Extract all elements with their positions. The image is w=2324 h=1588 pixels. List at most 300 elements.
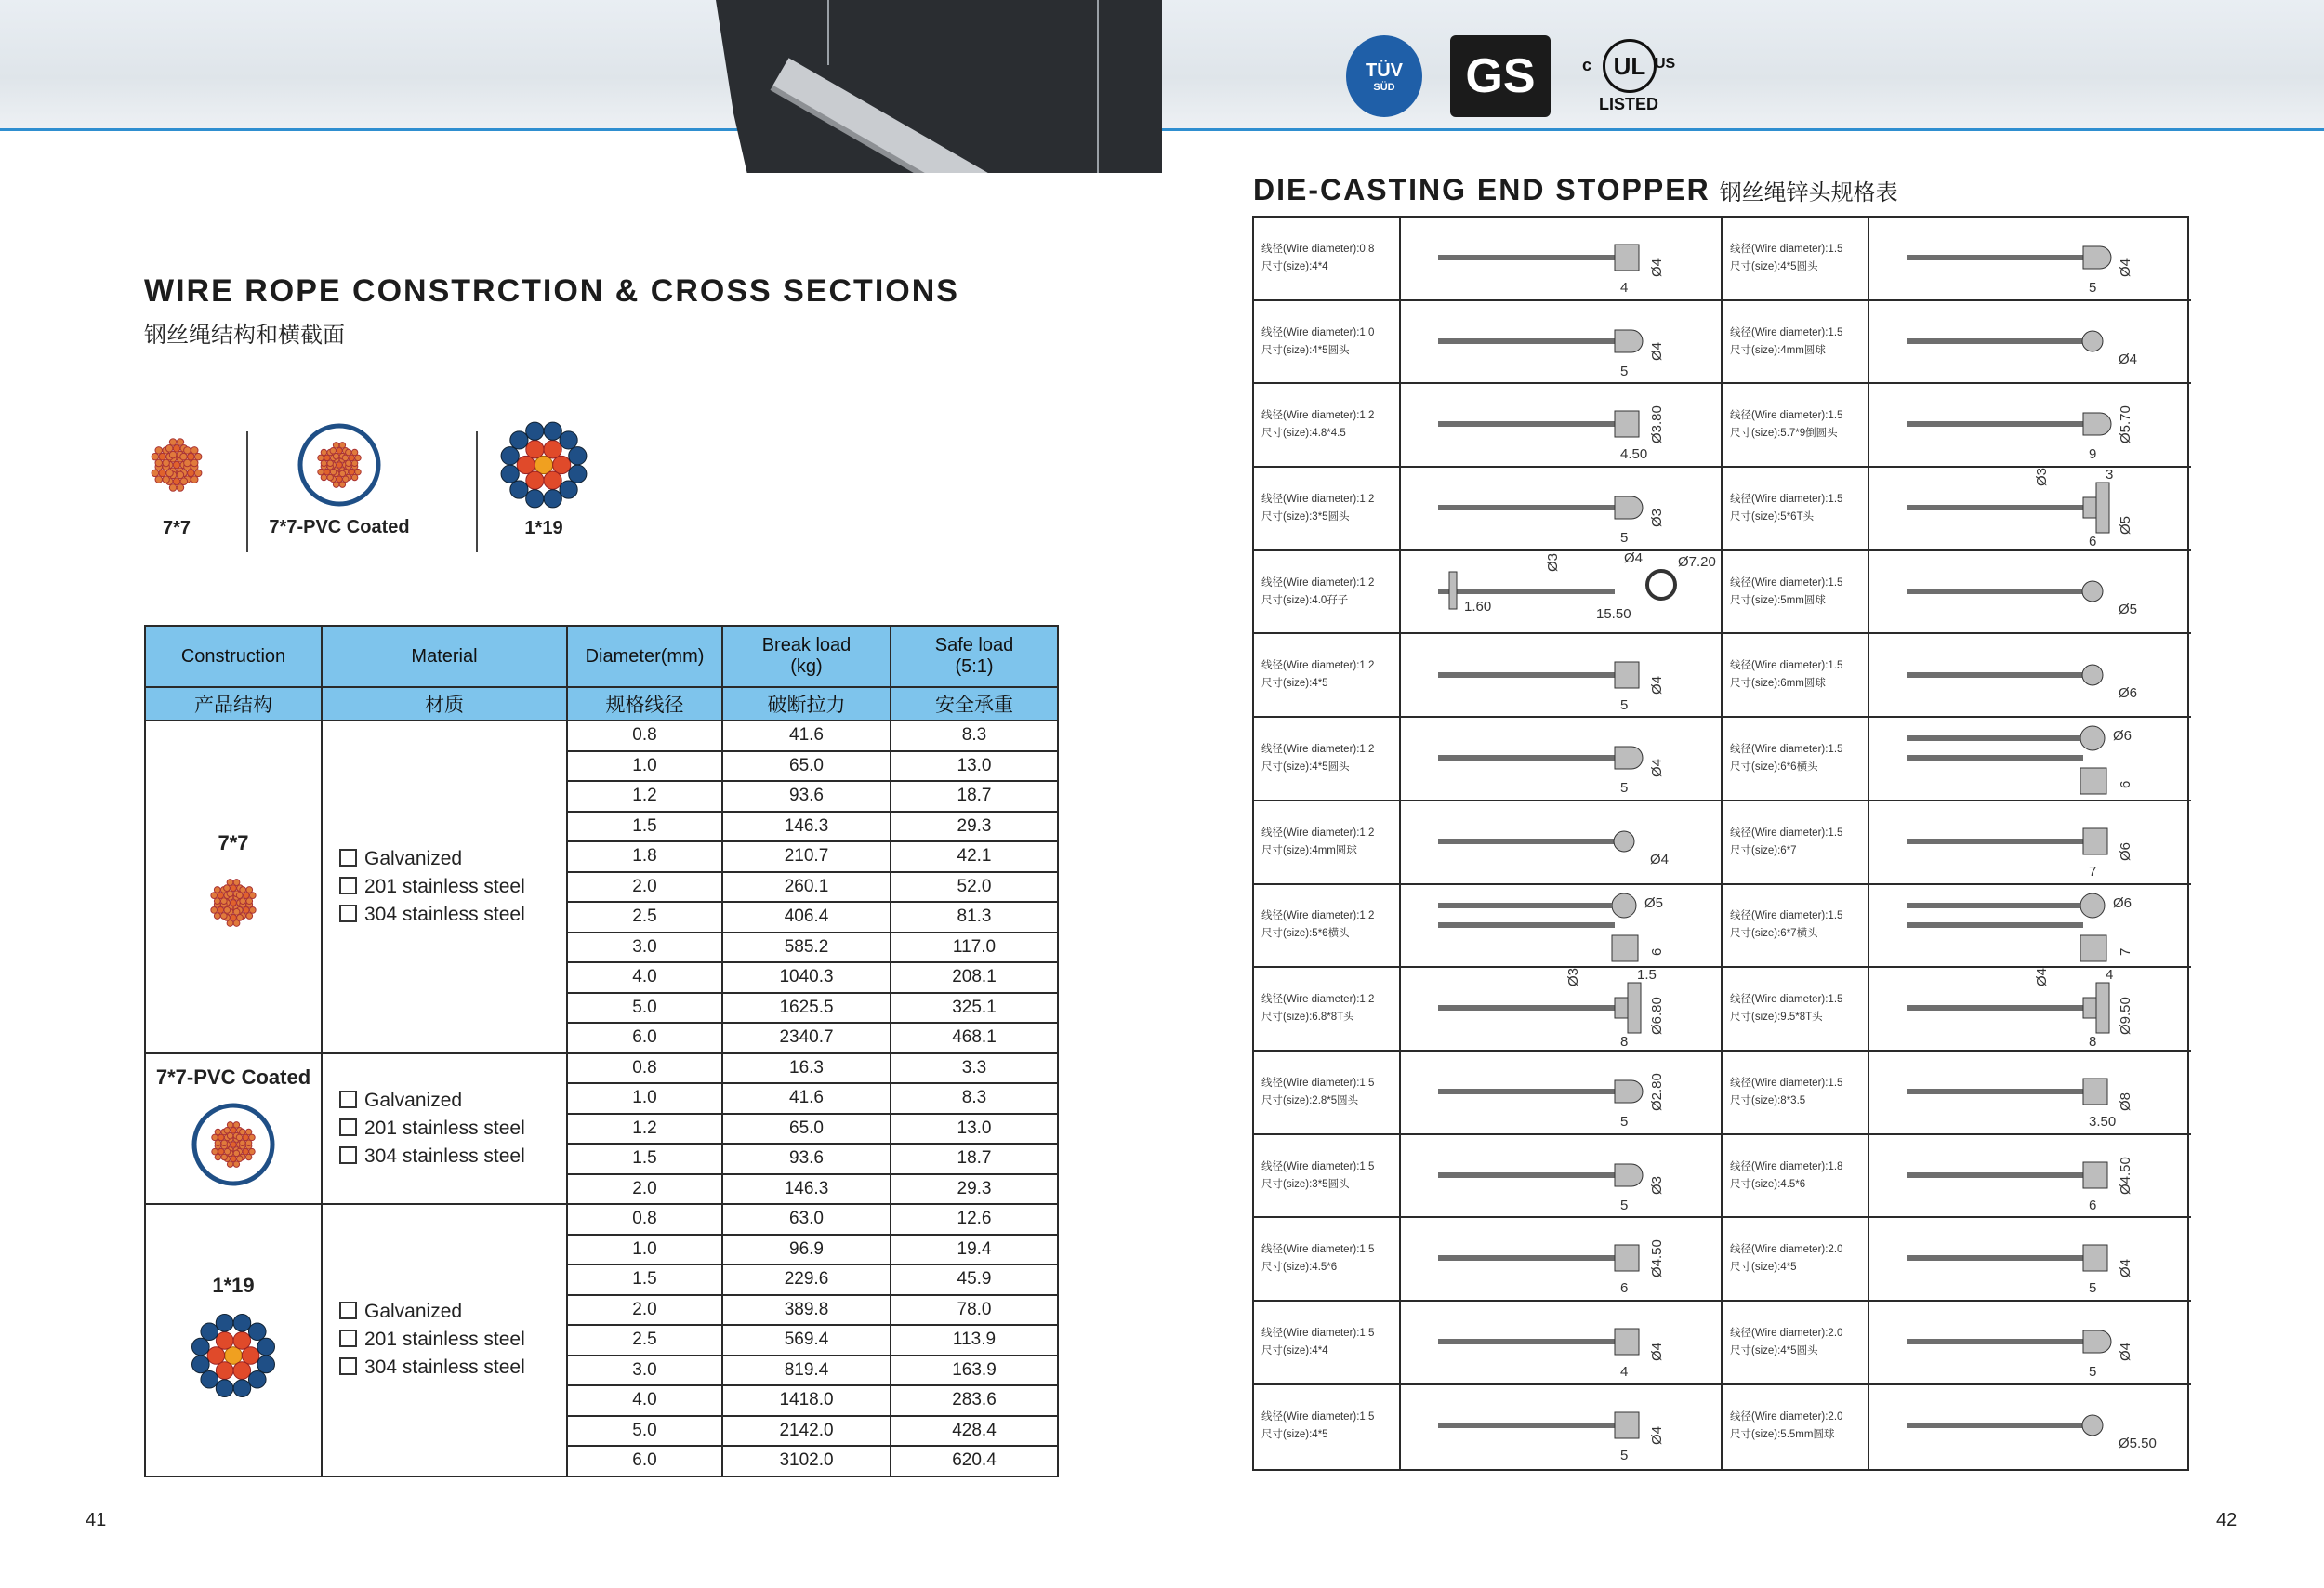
stopper-drawing xyxy=(1907,303,2185,383)
wire-strand xyxy=(215,1129,221,1135)
dimension-label: Ø5 xyxy=(2119,601,2138,617)
wire-rope xyxy=(1907,421,2083,427)
stopper-drawing xyxy=(1907,637,2185,717)
wire-diameter-label: 线径(Wire diameter):1.2 xyxy=(1261,744,1375,756)
stopper-spec-text xyxy=(1730,741,1842,776)
dimension-label: 5 xyxy=(2089,1364,2097,1381)
stopper-size-label: 尺寸(size):3*5圆头 xyxy=(1261,1178,1350,1190)
cross-section-7x7: 7*7 xyxy=(139,428,214,539)
break-load-cell: 2340.7 xyxy=(722,1023,891,1053)
stopper-size-label: 尺寸(size):5*6横头 xyxy=(1261,928,1350,940)
table-row xyxy=(145,721,1058,751)
stopper-drawing xyxy=(1438,1137,1717,1217)
stopper-size-label: 尺寸(size):4*5圆头 xyxy=(1261,344,1350,356)
break-load-cell: 389.8 xyxy=(722,1295,891,1326)
stopper-size-label: 尺寸(size):4*4 xyxy=(1261,260,1328,272)
cross-section-1x19: 1*19 xyxy=(497,428,590,539)
wire-strand xyxy=(188,453,195,460)
round-head-stopper xyxy=(2083,246,2111,269)
wire-strand xyxy=(233,1150,240,1157)
checkbox-icon xyxy=(339,849,357,867)
stopper-spec-cell xyxy=(1723,468,2191,551)
stopper-drawing xyxy=(1907,1387,2185,1467)
stopper-size-label: 尺寸(size):8*3.5 xyxy=(1730,1094,1806,1106)
wire-rope xyxy=(1438,421,1615,427)
wire-diameter-label: 线径(Wire diameter):1.5 xyxy=(1261,1244,1375,1256)
cylinder-stopper xyxy=(1615,662,1639,688)
stopper-spec-cell xyxy=(1723,218,2191,301)
wire-diameter-label: 线径(Wire diameter):1.8 xyxy=(1730,1160,1843,1172)
stopper-spec-cell xyxy=(1254,968,1721,1052)
wire-diameter-label: 线径(Wire diameter):1.2 xyxy=(1261,493,1375,505)
wire-rope xyxy=(1907,755,2083,761)
stopper-size-label: 尺寸(size):4*5 xyxy=(1261,1428,1328,1440)
checkbox-icon xyxy=(339,1091,357,1108)
col-header-material-cn: 材质 xyxy=(322,687,567,721)
wire-strand xyxy=(227,879,233,885)
stopper-spec-text xyxy=(1730,491,1842,526)
stopper-spec-text xyxy=(1261,491,1374,526)
dimension-label: 4 xyxy=(2106,967,2114,984)
wire-strand xyxy=(188,470,195,477)
wire-strand xyxy=(173,445,180,453)
col-header-safe-load: Safe load (5:1) xyxy=(891,626,1058,687)
wire-strand xyxy=(233,920,240,926)
construction-name: 7*7 xyxy=(218,830,249,854)
wire-strand xyxy=(201,1371,218,1389)
t-head-neck xyxy=(1615,998,1628,1018)
safe-load-cell: 620.4 xyxy=(891,1446,1058,1476)
wire-strand xyxy=(240,1129,246,1135)
stopper-drawing xyxy=(1438,1220,1717,1300)
stopper-spec-cell xyxy=(1723,1385,2191,1469)
wire-strand xyxy=(248,1323,266,1341)
wire-strand xyxy=(243,906,249,913)
dimension-label: 8 xyxy=(2089,1034,2097,1051)
diameter-cell: 1.0 xyxy=(567,1083,722,1114)
wire-strand xyxy=(231,885,237,892)
round-head-stopper xyxy=(1615,496,1643,519)
dimension-label: 8 xyxy=(1620,1034,1629,1051)
material-option xyxy=(339,1326,566,1354)
dimension-label: 5 xyxy=(1620,780,1629,797)
wire-strand xyxy=(152,453,159,460)
wire-strand xyxy=(236,892,243,898)
break-load-cell: 2142.0 xyxy=(722,1416,891,1447)
wire-rope xyxy=(1438,505,1615,510)
suspension-wire xyxy=(1097,0,1099,173)
divider xyxy=(246,431,248,552)
wire-strand xyxy=(245,1140,252,1146)
dimension-label: 4 xyxy=(1620,1364,1629,1381)
stopper-drawing xyxy=(1907,803,2185,883)
wire-rope xyxy=(1438,1005,1615,1011)
wire-strand xyxy=(501,465,519,483)
wire-strand xyxy=(207,1347,225,1365)
col-header-construction: Construction xyxy=(145,626,322,687)
wire-strand xyxy=(245,1129,252,1135)
diameter-cell: 2.5 xyxy=(567,902,722,933)
cross-head-top-view xyxy=(2080,893,2105,918)
wire-diameter-label: 线径(Wire diameter):1.5 xyxy=(1261,1410,1375,1423)
dimension-label: 1.60 xyxy=(1464,598,1492,615)
diameter-cell: 1.0 xyxy=(567,751,722,782)
col-header-safe-load-cn: 安全承重 xyxy=(891,687,1058,721)
wire-rope xyxy=(1438,1423,1615,1428)
stopper-size-label: 尺寸(size):2.8*5圆头 xyxy=(1261,1094,1359,1106)
stopper-spec-cell xyxy=(1723,635,2191,719)
construction-name: 7*7-PVC Coated xyxy=(155,1065,311,1089)
dimension-label: Ø6.80 xyxy=(1649,997,1665,1036)
safe-load-cell: 13.0 xyxy=(891,751,1058,782)
wire-strand xyxy=(569,447,587,465)
stopper-spec-text xyxy=(1261,575,1374,610)
wire-rope xyxy=(1438,922,1615,928)
wire-strand xyxy=(201,1323,218,1341)
divider xyxy=(476,431,478,552)
wire-strand xyxy=(246,886,253,893)
stopper-spec-cell xyxy=(1254,301,1721,385)
wire-strand xyxy=(163,459,170,467)
stopper-spec-cell xyxy=(1723,1218,2191,1302)
construction-section-icon xyxy=(191,1103,275,1186)
safe-load-cell: 8.3 xyxy=(891,1083,1058,1114)
cross-head-side-view xyxy=(1612,935,1638,961)
safe-load-cell: 117.0 xyxy=(891,933,1058,963)
dimension-label: 5 xyxy=(1620,530,1629,547)
wire-diameter-label: 线径(Wire diameter):1.0 xyxy=(1261,326,1375,338)
wire-strand xyxy=(191,459,198,467)
wire-strand xyxy=(220,898,227,905)
stopper-size-label: 尺寸(size):4.5*6 xyxy=(1261,1262,1338,1274)
break-load-cell: 41.6 xyxy=(722,721,891,751)
wire-strand xyxy=(327,474,334,481)
page-number-right: 42 xyxy=(2216,1510,2238,1530)
dimension-label: Ø4 xyxy=(1649,759,1665,778)
wire-strand xyxy=(227,1121,233,1128)
stopper-drawing xyxy=(1907,467,2185,550)
break-load-cell: 569.4 xyxy=(722,1325,891,1356)
stopper-size-label: 尺寸(size):4*5 xyxy=(1261,678,1328,690)
wire-strand xyxy=(180,478,188,485)
material-option xyxy=(339,1143,566,1171)
material-label: 304 stainless steel xyxy=(364,1356,525,1379)
cross-head-side-view xyxy=(2080,935,2106,961)
safe-load-cell: 208.1 xyxy=(891,962,1058,993)
stopper-drawing xyxy=(1438,386,1717,466)
col-header-material: Material xyxy=(322,626,567,687)
stopper-drawing xyxy=(1438,887,1717,967)
dimension-label: 7 xyxy=(2089,863,2097,880)
diameter-cell: 2.0 xyxy=(567,1174,722,1205)
material-label: 201 stainless steel xyxy=(364,875,525,897)
wire-strand xyxy=(224,906,231,913)
dimension-label: Ø4.50 xyxy=(1649,1239,1665,1278)
wire-strand xyxy=(194,470,202,477)
dimension-label: 7 xyxy=(2118,947,2133,956)
wire-strand xyxy=(351,449,358,456)
safe-load-cell: 3.3 xyxy=(891,1053,1058,1084)
stopper-drawing xyxy=(1438,637,1717,717)
stopper-size-label: 尺寸(size):5mm圆球 xyxy=(1730,594,1826,606)
dimension-label: Ø6 xyxy=(2118,841,2133,861)
linear-light-fixture xyxy=(773,58,1128,280)
safe-load-cell: 113.9 xyxy=(891,1325,1058,1356)
wire-strand xyxy=(194,453,202,460)
safe-load-cell: 325.1 xyxy=(891,993,1058,1024)
gs-logo: GS xyxy=(1450,35,1551,117)
break-load-cell: 63.0 xyxy=(722,1204,891,1235)
dimension-label: Ø9.50 xyxy=(2118,997,2133,1036)
checkbox-icon xyxy=(339,905,357,922)
material-option xyxy=(339,1115,566,1143)
material-option xyxy=(339,1354,566,1382)
break-load-cell: 65.0 xyxy=(722,1114,891,1145)
wire-strand xyxy=(339,470,346,477)
ball-stopper xyxy=(2082,1415,2103,1436)
stopper-size-label: 尺寸(size):9.5*8T头 xyxy=(1730,1012,1823,1024)
wire-diameter-label: 线径(Wire diameter):1.5 xyxy=(1730,410,1843,422)
stopper-spec-text xyxy=(1261,324,1374,360)
cross-head-side-view xyxy=(2080,768,2106,794)
wire-strand xyxy=(346,449,352,456)
stopper-spec-text xyxy=(1261,907,1374,943)
col-header-break-load: Break load (kg) xyxy=(722,626,891,687)
certification-logos xyxy=(1346,35,1681,119)
wire-strand xyxy=(177,471,184,479)
stopper-drawing xyxy=(1907,386,2185,466)
header-rule xyxy=(0,128,2324,131)
stopper-spec-text xyxy=(1730,1409,1842,1444)
stopper-spec-text xyxy=(1730,324,1842,360)
t-head-neck xyxy=(2083,998,2096,1018)
wire-rope xyxy=(1438,1089,1615,1094)
wire-strand xyxy=(544,441,561,458)
safe-load-cell: 52.0 xyxy=(891,872,1058,903)
checkbox-icon xyxy=(339,1330,357,1347)
checkbox-icon xyxy=(339,1302,357,1319)
stopper-size-label: 尺寸(size):5.7*9倒圆头 xyxy=(1730,428,1838,440)
diameter-cell: 0.8 xyxy=(567,1204,722,1235)
stopper-spec-cell xyxy=(1254,635,1721,719)
wire-strand xyxy=(233,1362,251,1380)
stopper-spec-cell xyxy=(1723,1135,2191,1219)
wire-strand xyxy=(233,1332,251,1350)
wire-strand xyxy=(246,898,253,905)
dimension-label: Ø7.20 xyxy=(1678,553,1716,570)
wire-strand xyxy=(165,445,173,453)
wire-strand xyxy=(248,1371,266,1389)
page-subtitle: 钢丝绳结构和横截面 xyxy=(144,323,345,348)
stopper-spec-text xyxy=(1730,657,1842,693)
wire-rope-spec-table xyxy=(144,625,1059,1477)
stopper-spec-text xyxy=(1261,1075,1374,1110)
round-head-stopper xyxy=(1615,747,1643,769)
cylinder-stopper xyxy=(1615,411,1639,437)
stopper-size-label: 尺寸(size):4*4 xyxy=(1261,1344,1328,1356)
wire-strand xyxy=(560,481,577,498)
dimension-label: Ø4 xyxy=(1649,1425,1665,1445)
wire-strand xyxy=(214,886,220,893)
wire-strand xyxy=(526,441,544,458)
wire-strand xyxy=(218,892,224,898)
wire-diameter-label: 线径(Wire diameter):1.2 xyxy=(1261,827,1375,839)
wire-strand xyxy=(220,912,227,919)
stopper-drawing xyxy=(1907,1220,2185,1300)
wire-diameter-label: 线径(Wire diameter):1.2 xyxy=(1261,994,1375,1006)
material-option xyxy=(339,845,566,873)
dimension-label: 4 xyxy=(1620,280,1629,296)
wire-strand xyxy=(526,471,544,489)
wire-rope xyxy=(1907,1255,2083,1261)
dimension-label: 6 xyxy=(1620,1280,1629,1297)
diameter-cell: 2.5 xyxy=(567,1325,722,1356)
break-load-cell: 229.6 xyxy=(722,1264,891,1295)
cylinder-stopper xyxy=(1615,1412,1639,1438)
cylinder-stopper xyxy=(1615,245,1639,271)
dimension-label: Ø3 xyxy=(1545,552,1561,572)
wire-strand xyxy=(501,447,519,465)
wire-diameter-label: 线径(Wire diameter):1.5 xyxy=(1730,994,1843,1006)
stopper-spec-text xyxy=(1261,1409,1374,1444)
diameter-cell: 0.8 xyxy=(567,1053,722,1084)
material-cell xyxy=(322,721,567,1053)
wire-diameter-label: 线径(Wire diameter):1.2 xyxy=(1261,660,1375,672)
cross-head-top-view xyxy=(2080,726,2105,750)
core-wire xyxy=(225,1347,243,1365)
wire-rope xyxy=(1907,735,2080,741)
wire-strand xyxy=(233,879,240,885)
stopper-spec-cell xyxy=(1254,1385,1721,1469)
break-load-cell: 406.4 xyxy=(722,902,891,933)
wire-diameter-label: 线径(Wire diameter):1.5 xyxy=(1261,1077,1375,1089)
stopper-drawing xyxy=(1907,887,2185,967)
t-head-cap xyxy=(1628,983,1641,1033)
wire-strand xyxy=(327,460,334,467)
wire-rope xyxy=(1907,505,2083,510)
round-head-stopper xyxy=(2083,413,2111,435)
wire-strand xyxy=(510,431,528,449)
diameter-cell: 2.0 xyxy=(567,1295,722,1326)
stopper-spec-cell xyxy=(1723,1302,2191,1385)
stopper-spec-cell xyxy=(1723,384,2191,468)
stopper-size-label: 尺寸(size):6*6横头 xyxy=(1730,761,1818,774)
stopper-spec-cell xyxy=(1723,551,2191,635)
wire-strand xyxy=(560,431,577,449)
wire-strand xyxy=(184,447,191,455)
wire-rope xyxy=(1438,1339,1615,1344)
wire-rope xyxy=(1907,903,2080,908)
wire-rope xyxy=(1438,672,1615,678)
construction-section-icon xyxy=(189,1311,278,1400)
dimension-label: 6 xyxy=(2089,1197,2097,1213)
wire-strand xyxy=(214,898,220,905)
wire-strand xyxy=(227,891,233,897)
wire-strand xyxy=(216,1332,233,1350)
stopper-spec-text xyxy=(1261,991,1374,1026)
stopper-spec-text xyxy=(1730,407,1842,443)
break-load-cell: 3102.0 xyxy=(722,1446,891,1476)
wire-strand xyxy=(231,899,237,906)
material-label: Galvanized xyxy=(364,847,463,869)
construction-cell xyxy=(145,1053,322,1205)
material-label: 304 stainless steel xyxy=(364,1145,525,1167)
stopper-size-label: 尺寸(size):4.0孖子 xyxy=(1261,594,1349,606)
stopper-spec-cell xyxy=(1254,1135,1721,1219)
break-load-cell: 210.7 xyxy=(722,841,891,872)
dimension-label: Ø5 xyxy=(1644,894,1664,911)
stopper-spec-cell xyxy=(1254,218,1721,301)
stopper-size-label: 尺寸(size):4*5圆头 xyxy=(1261,761,1350,774)
diameter-cell: 1.5 xyxy=(567,1264,722,1295)
ball-stopper xyxy=(1614,831,1634,852)
diameter-cell: 6.0 xyxy=(567,1023,722,1053)
diameter-cell: 6.0 xyxy=(567,1446,722,1476)
stopper-drawing xyxy=(1438,303,1717,383)
round-head-stopper xyxy=(1615,1164,1643,1186)
stopper-drawing xyxy=(1907,553,2185,633)
cylinder-stopper xyxy=(2083,1245,2107,1271)
page-number-left: 41 xyxy=(86,1510,107,1530)
diameter-cell: 1.2 xyxy=(567,781,722,812)
diameter-cell: 3.0 xyxy=(567,1356,722,1386)
break-load-cell: 146.3 xyxy=(722,1174,891,1205)
wire-diameter-label: 线径(Wire diameter):1.5 xyxy=(1730,326,1843,338)
wire-strand xyxy=(214,912,220,919)
stopper-size-label: 尺寸(size):5*6T头 xyxy=(1730,510,1815,523)
dimension-label: Ø4 xyxy=(1624,549,1644,566)
stopper-drawing xyxy=(1438,1303,1717,1383)
wire-rope xyxy=(1438,338,1615,344)
wire-strand xyxy=(216,1315,233,1332)
dimension-label: Ø4 xyxy=(2118,1259,2133,1278)
stopper-drawing xyxy=(1907,967,2185,1051)
table-row xyxy=(145,1204,1058,1235)
diameter-cell: 5.0 xyxy=(567,993,722,1024)
safe-load-cell: 428.4 xyxy=(891,1416,1058,1447)
break-load-cell: 819.4 xyxy=(722,1356,891,1386)
wire-strand xyxy=(169,439,177,446)
stopper-drawing xyxy=(1438,720,1717,800)
page-title: WIRE ROPE CONSTRCTION & CROSS SECTIONS xyxy=(144,273,959,309)
diameter-cell: 1.2 xyxy=(567,1114,722,1145)
wire-strand xyxy=(569,465,587,483)
wire-diameter-label: 线径(Wire diameter):1.5 xyxy=(1730,660,1843,672)
cylinder-stopper xyxy=(2083,1162,2107,1188)
round-head-stopper xyxy=(2083,1330,2111,1353)
stopper-spec-cell xyxy=(1723,301,2191,385)
wire-strand xyxy=(245,1154,252,1160)
wire-diameter-label: 线径(Wire diameter):1.2 xyxy=(1261,576,1375,589)
end-stopper-spec-grid xyxy=(1252,216,2189,1471)
wire-diameter-label: 线径(Wire diameter):2.0 xyxy=(1730,1410,1843,1423)
wire-rope xyxy=(1907,672,2083,678)
dimension-label: Ø4 xyxy=(2118,258,2133,277)
wire-strand xyxy=(510,481,528,498)
wire-strand xyxy=(351,474,358,481)
table-row xyxy=(145,1053,1058,1084)
diameter-cell: 5.0 xyxy=(567,1416,722,1447)
dimension-label: Ø3 xyxy=(2034,468,2050,487)
col-header-diameter-cn: 规格线径 xyxy=(567,687,722,721)
stopper-size-label: 尺寸(size):6*7 xyxy=(1730,844,1797,856)
checkbox-icon xyxy=(339,1146,357,1164)
wire-strand xyxy=(177,484,184,492)
dimension-label: Ø6 xyxy=(2113,728,2133,745)
wire-strand xyxy=(233,1315,251,1332)
material-cell xyxy=(322,1053,567,1205)
material-cell xyxy=(322,1204,567,1476)
